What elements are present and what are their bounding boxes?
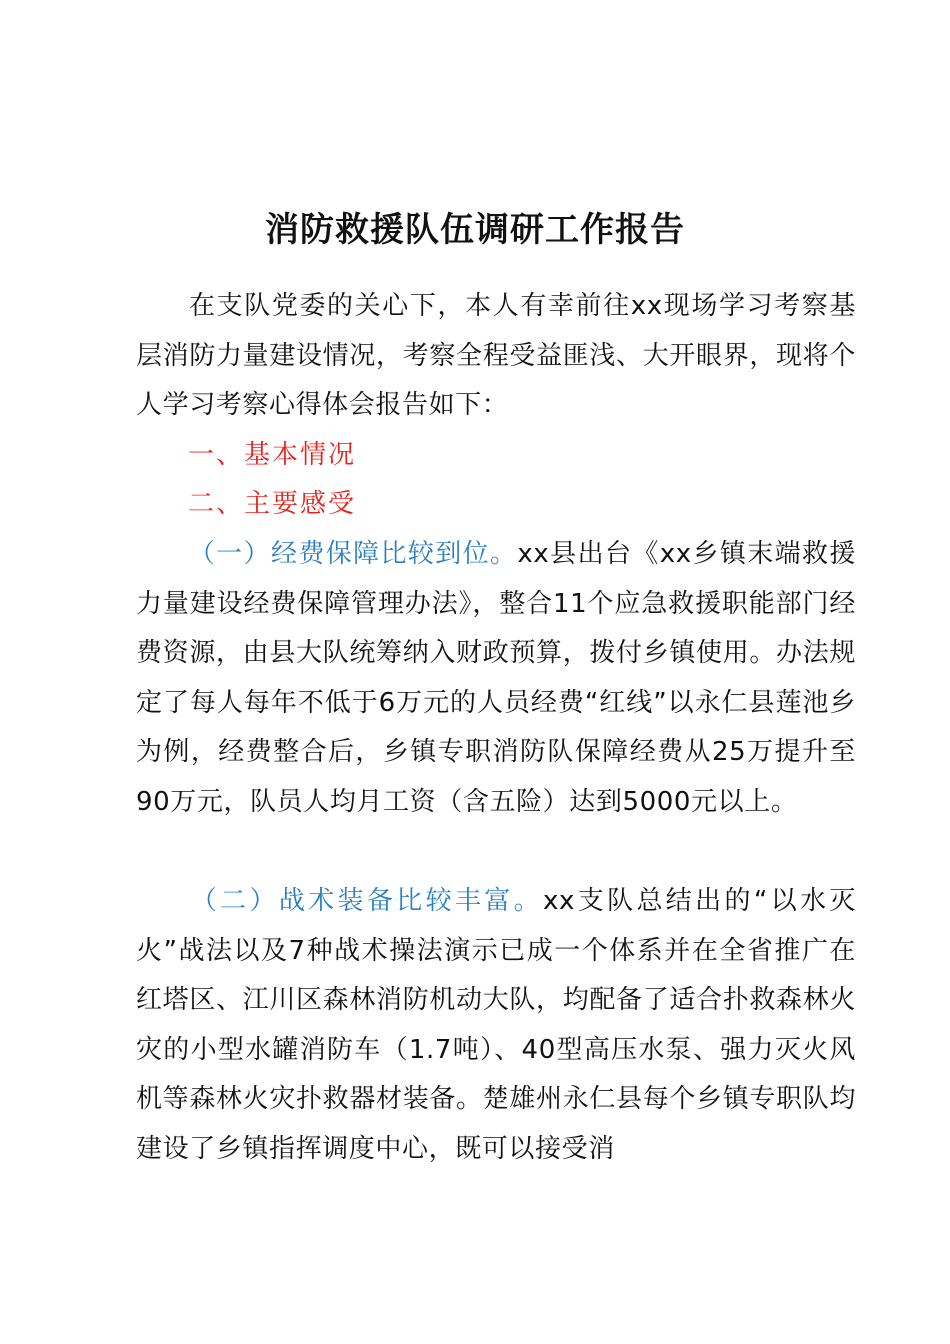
item-equipment-heading: （二）战术装备比较丰富。 (188, 886, 544, 916)
intro-paragraph (136, 282, 856, 431)
item-funding-heading: （一）经费保障比较到位。 (188, 539, 518, 569)
section-heading-main-impressions: 二、主要感受 (188, 489, 357, 519)
item-funding-body: xx县出台《xx乡镇末端救援力量建设经费保障管理办法》，整合11个应急救援职能部门经费资源，由县大队统筹纳入财政预算，拨付乡镇使用。办法规定了每人每年不低于6万元的人员经费“红线”以永仁县莲池乡为例，经费整合后，乡镇专职消防队保障经费从25万提升至90万元，队员人均月工资（含五险）达到5000元以上。 (136, 539, 857, 817)
section-heading-basic-situation: 一、基本情况 (188, 440, 357, 470)
intro-text: 在支队党委的关心下，本人有幸前往xx现场学习考察基层消防力量建设情况，考察全程受益匪浅、大开眼界，现将个人学习考察心得体会报告如下： (136, 291, 856, 420)
item-equipment-body: xx支队总结出的“以水灭火”战法以及7种战术操法演示已成一个体系并在全省推广在红塔区、江川区森林消防机动大队，均配备了适合扑救森林火灾的小型水罐消防车（1.7吨）、40型高压水泵、强力灭火风机等森林火灾扑救器材装备。楚雄州永仁县每个乡镇专职队均建设了乡镇指挥调度中心，既可以接受消 (136, 886, 856, 1164)
document-title: 消防救援队伍调研工作报告 (265, 210, 685, 250)
item-equipment-paragraph (136, 877, 856, 1174)
item-funding-paragraph (136, 530, 856, 827)
